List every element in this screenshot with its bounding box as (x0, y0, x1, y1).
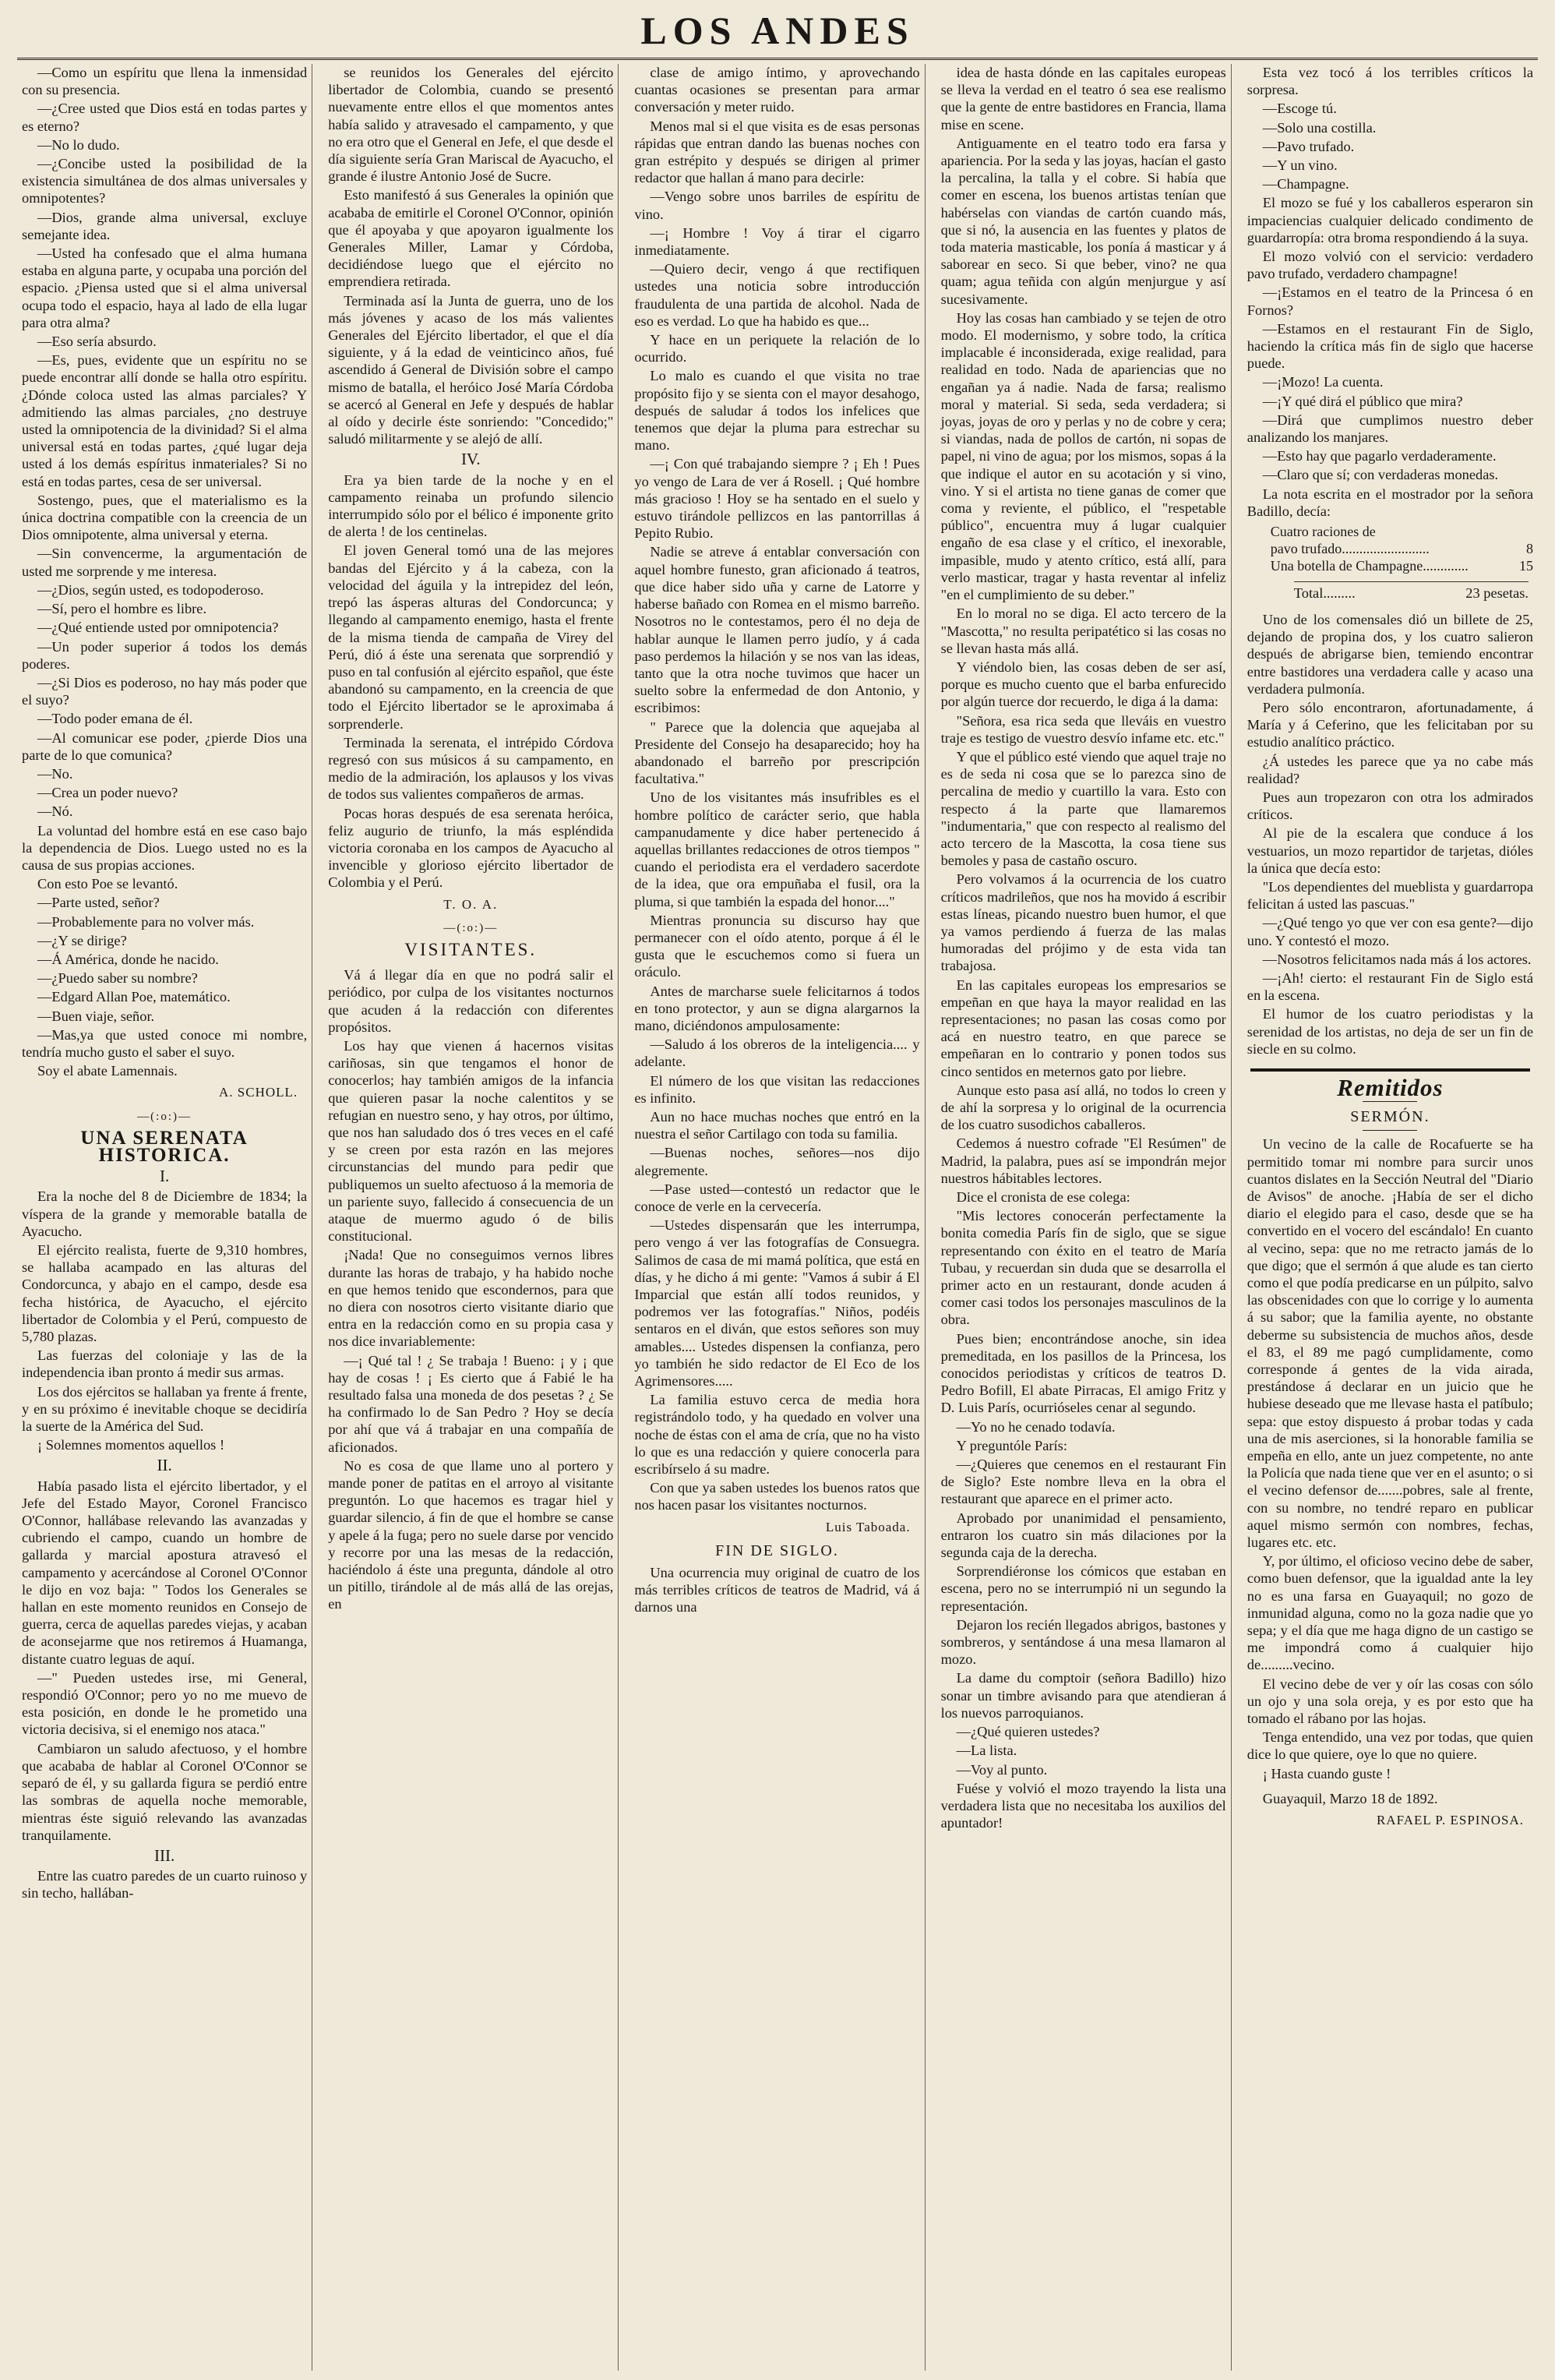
paragraph: Soy el abate Lamennais. (37, 1063, 178, 1079)
bill-title: Cuatro raciones de (1270, 524, 1376, 540)
paragraph: Menos mal si el que visita es de esas personas rápidas que entran dando las buenas noches con gran estrépito y después se dirigen al primer redactor que hallan á mano para decirle: (634, 118, 920, 186)
paragraph: El mozo se fué y los caballeros esperaron sin impaciencias cualquier delicado condimento de guardarropía: otra broma respondiendo á la suya. (1246, 195, 1533, 245)
paragraph: —¿Qué tengo yo que ver con esa gente?—dijo uno. Y contestó el mozo. (1246, 915, 1533, 948)
paragraph: Había pasado lista el ejército libertador, y el Jefe del Estado Mayor, Coronel Francisco O'Connor, hallábase relevando las avanzadas y cubriendo el campo, cuando un hombre de gallarda y marcial apostura atravesó el campamento y acercándose al Coronel O'Connor le dijo en voz baja: " Todos los Generales se hallan en este momento reunidos en Consejo de guerra, cerca de aquellas paredes viejas, y acaban de aconsejarme que nos retiremos á Huamanga, distante cuatro leguas de aquí. (22, 1478, 308, 1667)
paragraph: —Dios, grande alma universal, excluye semejante idea. (22, 209, 308, 242)
bill-total (1294, 581, 1529, 602)
col5-text (1247, 64, 1533, 520)
paragraph: ¡ Hasta cuando guste ! (1262, 1765, 1391, 1781)
paragraph: —¿Cree usted que Dios está en todas partes y es eterno? (22, 101, 308, 134)
paragraph: Uno de los comensales dió un billete de 25, dejando de propina dos, y los cuatro salieron después de abrigarse bien, temiendo encontrar entre bastidores una verdadera calle y acaso una verdadera pulmonía. (1246, 611, 1533, 697)
bill-item (1271, 557, 1533, 574)
paragraph: Con esto Poe se levantó. (37, 876, 178, 892)
part-numeral: I. (159, 1167, 170, 1186)
paragraph: El mozo volvió con el servicio: verdadero pavo trufado, verdadero champagne! (1246, 249, 1533, 282)
masthead-title: LOS ANDES (640, 9, 915, 52)
paragraph: Pues bien; encontrándose anoche, sin idea premeditada, en los pasillos de la Princesa, los conocidos periodistas y críticos de teatros D. Pedro Bofill, El abate Pirracas, El amigo Fritz y D. Luis París, ocurrióseles cenar al segundo. (940, 1330, 1226, 1416)
paragraph: —Saludo á los obreros de la inteligencia.... y adelante. (634, 1036, 920, 1070)
paragraph: El humor de los cuatro periodistas y la serenidad de los artistas, no deja de ser un fin de siecle en su colmo. (1246, 1006, 1533, 1057)
paragraph: Nadie se atreve á entablar conversación con aquel hombre funesto, gran aficionado á teatros, que dice haber sido uña y carne de Latorre y haberse bañado con Romea en el mismo barreño. Nosotros no le contestamos, pero él no deja de hablar aunque le llamen perro judío, y á cada paso perdemos la hilación y se nos van las ideas, tanto que la otra noche tuvimos que hacer un suelto sobre la enfermedad de don Antonio, y escribimos: (634, 544, 920, 716)
paragraph: —Eso sería absurdo. (37, 334, 157, 350)
column-3 (629, 64, 925, 2371)
paragraph: —¡ Hombre ! Voy á tirar el cigarro inmediatamente. (634, 224, 920, 259)
paragraph: —¡Y qué dirá el público que mira? (1262, 393, 1463, 409)
paragraph: —Todo poder emana de él. (37, 711, 193, 727)
paragraph: —Crea un poder nuevo? (37, 785, 178, 801)
paragraph: —Vengo sobre unos barriles de espíritu de vino. (634, 189, 920, 222)
paragraph: —Pavo trufado. (1262, 138, 1355, 154)
paragraph: —¡ Con qué trabajando siempre ? ¡ Eh ! Pues yo vengo de Lara de ver á Rosell. ¡ Qué hombre más gracioso ! Hoy se ha sentado en el suelo y estuvo tirándole pellizcos en las pantorrillas á Pepito Rubio. (634, 456, 920, 542)
paragraph: La familia estuvo cerca de media hora registrándolo todo, y ha quedado en volver una noche de éstas con el ama de cría, que no ha visto lo que es una redacción y quiere conocerla para escribírselo á su madre. (634, 1392, 920, 1478)
bill-item-price: 8 (1526, 541, 1533, 557)
paragraph: Los hay que vienen á hacernos visitas cariñosas, sin que tengamos el honor de conocerlos; hay también amigos de la infancia que quieren pasar la noche calentitos y se refugian en nuestro seno, y hay otros, por último, que nos han saludado dos ó tres veces en el café y se creen por esta razón en las mejores circunstancias del mundo para pedir que publiquemos un suelto afectuoso á la memoria de un pariente suyo, fallecido á consecuencia de un ataque de muermo agudo ó de bilis constitucional. (328, 1037, 614, 1245)
paragraph: El número de los que visitan las redacciones es infinito. (634, 1072, 920, 1106)
col2-text-3 (328, 966, 613, 1613)
paragraph: —Champagne. (1262, 176, 1349, 192)
restaurant-bill (1271, 523, 1533, 575)
paragraph: Y, por último, el oficioso vecino debe de saber, como buen defensor, que la igualdad ante la ley no es una farsa en Guayaquil; no gozo de inmunidad alguna, como no la goza nadie que yo sepa; y el día que me haga digno de un castigo se me impondrá como á cualquier hijo de.........vecino. (1246, 1553, 1533, 1673)
paragraph: —Claro que sí; con verdaderas monedas. (1262, 467, 1499, 483)
article-columns (17, 64, 1538, 2371)
paragraph: —¡Ah! cierto: el restaurant Fin de Siglo está en la escena. (1246, 969, 1533, 1004)
paragraph: idea de hasta dónde en las capitales europeas se lleva la verdad en el teatro ó sea ese realismo que la gente de entre bastidores en Francia, llama mise en scene. (940, 65, 1226, 132)
paragraph: Cambiaron un saludo afectuoso, y el hombre que acababa de hablar al Coronel O'Connor se separó de él, y su gallarda figura se perdió entre las sombras de aquella noche memorable, mientras éste siguió relevando las avanzadas tranquilamente. (22, 1740, 308, 1843)
paragraph: Terminada así la Junta de guerra, uno de los más jóvenes y acaso de los más valientes Generales del Ejército libertador, el que el día siguiente, y á la edad de veinticinco años, fué ascendido á General de División sobre el campo mismo de batalla, el heróico José María Córdoba se acercó al General en Jefe y después de hablar al oído y decirle éste sonriendo: "Concedido;" saludó militarmente y se alejó de allí. (328, 292, 614, 447)
paragraph: "Los dependientes del mueblista y guardarropa felicitan á usted las pascuas." (1246, 878, 1533, 913)
paragraph: —Quiero decir, vengo á que rectifiquen ustedes una noticia sobre introducción fraudulenta de una partida de alcohol. Nada de eso es verdad. Lo que ha habido es que... (634, 261, 920, 329)
bill-item (1271, 540, 1533, 557)
paragraph: —Nó. (37, 803, 73, 820)
paragraph: ¡ Solemnes momentos aquellos ! (37, 1437, 225, 1453)
paragraph: se reunidos los Generales del ejército libertador de Colombia, cuando se presentó nuevamente entre ellos el que momentos antes había salido y atravesado el campamento, y que no era otro que el General en Jefe, el que desde el día siguiente sería Gran Mariscal de Ayacucho, el grande é ilustre Antonio José de Sucre. (328, 65, 614, 185)
col5-text-2 (1247, 611, 1533, 1058)
paragraph: —¿Concibe usted la posibilidad de la existencia simultánea de dos almas universales y omnipotentes? (22, 156, 308, 207)
paragraph: Sostengo, pues, que el materialismo es la única doctrina compatible con la creencia de un Dios omnipotente, alma universal y eterna. (22, 492, 308, 543)
dateline: Guayaquil, Marzo 18 de 1892. (1262, 1790, 1438, 1806)
bill-total-label: Total......... (1293, 584, 1356, 601)
col2-text-2 (328, 471, 613, 892)
paragraph: Aun no hace muchas noches que entró en la nuestra el señor Cartilago con toda su familia. (634, 1108, 920, 1142)
paragraph: La dame du comptoir (señora Badillo) hizo sonar un timbre avisando para que atendieran á los nuevos parroquianos. (940, 1670, 1226, 1721)
paragraph: —Buen viaje, señor. (37, 1008, 155, 1024)
paragraph: —Edgard Allan Poe, matemático. (37, 989, 231, 1005)
paragraph: Sorprendiéronse los cómicos que estaban en escena, pero no se interrumpió ni un segundo la representación. (940, 1563, 1226, 1614)
paragraph: Y que el público esté viendo que aquel traje no es de seda ni cosa que se lo parezca sino de percalina de medio y cuartillo la vara. Esto con respecto á la parte que llamaremos "indumentaria," que con respecto al realismo del acto tercero de la Mascotta, la cosa tiene sus bemoles y pasa de castaño oscuro. (940, 748, 1226, 869)
separator: —(:o:)— (137, 1110, 192, 1123)
paragraph: " Parece que la dolencia que aquejaba al Presidente del Consejo ha desaparecido; hoy ha abandonado el barreño por prescripción facultativa." (634, 719, 920, 787)
paragraph: En las capitales europeas los empresarios se empeñan en que haya la mayor realidad en las representaciones; no pasan las cosas como por acá en nuestro teatro, en que parece se empeñaran en lo contrario y ponen todos sus cinco sentidos en meternos gato por liebre. (940, 976, 1226, 1079)
part-numeral: IV. (460, 450, 481, 469)
paragraph: —Un poder superior á todos los demás poderes. (22, 638, 308, 672)
paragraph: —Esto hay que pagarlo verdaderamente. (1262, 448, 1497, 464)
paragraph: Y preguntóle París: (956, 1437, 1067, 1453)
paragraph: Mientras pronuncia su discurso hay que permanecer con el oído atento, porque á él le gusta que le escuchemos como si fuera un oráculo. (634, 912, 920, 980)
paragraph: Dice el cronista de ese colega: (956, 1189, 1130, 1205)
masthead-rule (17, 58, 1538, 60)
paragraph: Y hace en un periquete la relación de lo ocurrido. (634, 332, 920, 365)
paragraph: —No lo dudo. (37, 136, 120, 153)
paragraph: Esto manifestó á sus Generales la opinión que acababa de emitirle el Coronel O'Connor, opinión que él apoyaba y que apoyaron igualmente los Generales Miller, Lamar y Córdoba, decidiéndose luego que el ejército no emprendiera retirada. (328, 187, 614, 290)
paragraph: Aprobado por unanimidad el pensamiento, entraron los cuatro sin más dilaciones por la segunda caja de la derecha. (940, 1510, 1226, 1561)
paragraph: —¿Puedo saber su nombre? (37, 970, 198, 987)
column-1 (17, 64, 312, 2371)
paragraph: Hoy las cosas han cambiado y se tejen de otro modo. El modernismo, y sobre todo, la crítica implacable é inconsiderada, exige realidad, para realidad en todo. Nada de apariencias que no engañan ya á nadie. Nada de farsa; realismo moral y material. Si seda, seda verdadera; si joyas, joyas de oro y perlas y no de cobre y cera; si viandas, nada de pollos de cartón, ni sopas de papel, ni vino de agua; por los mismos, sopas á la que indique el autor en su acotación y si vino, vino. Y si el artista no tiene ganas de comer que coma y reviente, el público, el "respetable público", encuentra muy á lugar cualquier engaño de esa clase y el crítico, el inexorable, impasible, mudo y atento crítico, está allí, para verlo masticar, tragar y hasta reventar al infeliz "en el cumplimiento de su deber." (940, 309, 1226, 603)
section-rule (1250, 1068, 1530, 1072)
paragraph: —¿Qué quieren ustedes? (956, 1724, 1100, 1740)
paragraph: El vecino debe de ver y oír las cosas con sólo un ojo y una sola oreja, y es por esto que ha tomado el rábano por las hojas. (1246, 1676, 1533, 1727)
bill-item-label: Una botella de Champagne............. (1270, 558, 1469, 574)
paragraph: —¡Mozo! La cuenta. (1262, 374, 1384, 390)
paragraph: ¿Á ustedes les parece que ya no cabe más realidad? (1246, 753, 1533, 786)
paragraph: —Dirá que cumplimos nuestro deber analizando los manjares. (1246, 411, 1533, 446)
short-rule (1363, 1130, 1417, 1131)
col1-tail: Entre las cuatro paredes de un cuarto ruinoso y sin techo, hallában- (22, 1868, 308, 1902)
headline-visitantes: VISITANTES. (404, 939, 538, 959)
paragraph: Lo malo es cuando el que visita no trae propósito fijo y se sienta con el mayor desahogo, después de saludar á todos los infelices que tenemos que dejar la pluma para estrechar su mano. (634, 368, 920, 454)
paragraph: —Buenas noches, señores—nos dijo alegremente. (634, 1145, 920, 1178)
paragraph: —¡Estamos en el teatro de la Princesa ó en Fornos? (1246, 284, 1533, 318)
headline-serenata: UNA SERENATA HISTORICA. (80, 1127, 249, 1166)
paragraph: El joven General tomó una de las mejores bandas del Ejército y á la cabeza, con la velocidad del águila y la intrepidez del león, trepó las ásperas alturas del Condorcunca; y llegando al campamento enemigo, hasta el frente de la misma tienda de campaña de Virey del Perú, dió á éste una serenata que sorprendió y puso en tal confusión al ejército español, que éste abandonó su campamento, en la creencia de que todo el Ejército libertador se le aproximaba á sorprenderle. (328, 542, 614, 732)
paragraph: —¿Quieres que cenemos en el restaurant Fin de Siglo? Este nombre lleva en la obra el restaurant que aparece en el primer acto. (940, 1457, 1226, 1507)
signature-espinosa: RAFAEL P. ESPINOSA. (1376, 1813, 1524, 1828)
paragraph: Antiguamente en el teatro todo era farsa y apariencia. Por la seda y las joyas, hacían el gasto la percalina, la talla y el cobre. Si había que comer en escena, los buenos artistas tenían que habérselas con viandas de cartón cuando más, que si nó, la ausencia en las fuentes y platos de toda materia masticable, los ponía á masticar y á saborear en seco. Si que beber, vino? ne qua quam; agua teñida con algún menjurgue y así sucesivamente. (940, 135, 1226, 307)
paragraph: No es cosa de que llame uno al portero y mande poner de patitas en el arroyo al visitante preguntón. Lo que hacemos es tragar hiel y guardar silencio, á fin de que el hombre se canse y apele á la fuga; pero no suele darse por vencido y recorre por una las mesas de la redacción, haciéndolo á éste una pregunta, dándole al otro un pitillo, tirándole al de más allá de las orejas, en (328, 1457, 614, 1612)
paragraph: —Probablemente para no volver más. (37, 913, 255, 930)
paragraph: —¿Qué entiende usted por omnipotencia? (37, 620, 279, 636)
paragraph: Y viéndolo bien, las cosas deben de ser así, porque es mucho cuento que el barba enfurecido por algún tuerce dor recuerdo, le diga á la dama: (940, 659, 1226, 710)
paragraph: Era la noche del 8 de Diciembre de 1834; la víspera de la grande y memorable batalla de Ayacucho. (22, 1188, 308, 1239)
paragraph: —Parte usted, señor? (37, 895, 160, 911)
paragraph: Pero sólo encontraron, afortunadamente, á María y á Ceferino, que les felicitaban por su estudio analítico práctico. (1246, 699, 1533, 750)
paragraph: Terminada la serenata, el intrépido Córdova regresó con sus músicos á su campamento, en medio de la admiración, los aplausos y los vivas de todos sus valientes compañeros de armas. (328, 734, 614, 803)
signature-scholl: A. SCHOLL. (219, 1085, 298, 1100)
paragraph: —Al comunicar ese poder, ¿pierde Dios una parte de lo que comunica? (22, 729, 308, 763)
paragraph: Dejaron los recién llegados abrigos, bastones y sombreros, y sentándose á una mesa llamaron al mozo. (940, 1616, 1226, 1668)
paragraph: Pero volvamos á la ocurrencia de los cuatro críticos madrileños, que nos ha movido á escribir estas líneas, picando nuestro buen humor, el que ya vamos perdiendo á fuerza de las malas humoradas del prójimo y de esta vida tan trabajosa. (940, 871, 1226, 974)
section-remitidos: Remitidos (1337, 1073, 1444, 1101)
paragraph: —Á América, donde he nacido. (37, 951, 219, 967)
paragraph: —Mas,ya que usted conoce mi nombre, tendría mucho gusto el saber el suyo. (22, 1026, 308, 1060)
paragraph: —Estamos en el restaurant Fin de Siglo, haciendo la crítica más fin de siglo que hacerse puede. (1246, 320, 1533, 372)
paragraph: Un vecino de la calle de Rocafuerte se ha permitido tomar mi nombre para surcir unos cuantos dislates en la Sección Neutral del "Diario de Avisos" de anoche. ¡Había de ser el dicho diario el elegido para el caso, desde que se ha convertido en el vocero del escándalo! En cuanto al vecino, sepa: que no me retracto jamás de lo que digo; que el sermón á que alude es tan cierto como el que podía predicarse en un púlpito, salvo las obscenidades con que lo corrige y lo aumenta á su sabor; que la familia ayente, no obstante deberme su subsistencia de muchos años, desde el 83, el 89 me pagó cumplidamente, como corresponde á gentes de la vida airada, prestándose á declarar en un juicio que he hubiese deseado que me llevase hasta el patíbulo; sepa: que estoy dispuesto á probar todas y cada una de mis aserciones, si la honorable familia se empeña en ello, ante un juez competente, no ante la Policía que nada tiene que ver en el asunto; o si el vecino defensor de.......pobres, sale al frente, con su nombre, no tendré reparo en publicar aquel mismo sermón con nombres, fechas, lugares etc. etc. (1246, 1136, 1533, 1551)
paragraph: —Solo una costilla. (1262, 119, 1377, 136)
paragraph: Fuése y volvió el mozo trayendo la lista una verdadera lista que no necesitaba los auxilios del apuntador! (940, 1780, 1226, 1831)
paragraph: —Como un espíritu que llena la inmensidad con su presencia. (22, 65, 308, 98)
paragraph: —Usted ha confesado que el alma humana estaba en alguna parte, y ocupaba una porción del espacio. ¿Piensa usted que si el alma universal ocupa todo el espacio, haya al lado de ella lugar para otra alma? (22, 245, 308, 330)
bill-item-price: 15 (1519, 558, 1533, 574)
headline-fin-de-siglo: FIN DE SIGLO. (715, 1541, 839, 1559)
paragraph: Cedemos á nuestro cofrade "El Resúmen" de Madrid, la palabra, pues así se impondrán mejor nuestros hábitables lectores. (940, 1135, 1226, 1186)
paragraph: Con que ya saben ustedes los buenos ratos que nos hacen pasar los visitantes nocturnos. (634, 1480, 920, 1513)
paragraph: —¿Si Dios es poderoso, no hay más poder que el suyo? (22, 674, 308, 708)
paragraph: —Nosotros felicitamos nada más á los actores. (1262, 951, 1532, 967)
short-rule (1363, 1101, 1417, 1102)
paragraph: Antes de marcharse suele felicitarnos á todos en tono protector, y aun se digna alargarnos la mano, diciéndonos ampulosamente: (634, 983, 920, 1033)
paragraph: Aunque esto pasa así allá, no todos lo creen y de ahí la sorpresa y lo original de la ocurrencia de los cuatro susodichos caballeros. (940, 1082, 1226, 1133)
paragraph: —Sin convencerme, la argumentación de usted me sorprende y me interesa. (22, 546, 308, 579)
column-5 (1243, 64, 1538, 2371)
paragraph: —Escoge tú. (1262, 101, 1337, 117)
col1-text-3 (22, 1478, 307, 1844)
paragraph: —¿Dios, según usted, es todopoderoso. (37, 581, 264, 598)
paragraph: —¡ Qué tal ! ¿ Se trabaja ! Bueno: ¡ y ¡ que hay de cosas ! ¡ Es cierto que á Fabié le ha resultado falsa una moneda de dos pesetas ? ¿ Se ha confirmado lo de San Pedro ? Hoy se decía por ahí que vá á trabajar en una compañía de aficionados. (328, 1352, 614, 1455)
paragraph: Pocas horas después de esa serenata heróica, feliz augurio de triunfo, la más espléndida victoria coronaba en los campos de Ayacucho al invencible y glorioso ejército libertador de Colombia y el Perú. (328, 805, 614, 891)
paragraph: —La lista. (956, 1743, 1017, 1759)
paragraph: Vá á llegar día en que no podrá salir el periódico, por culpa de los visitantes nocturnos que acuden á la redacción con diferentes propósitos. (328, 967, 614, 1035)
column-2 (323, 64, 619, 2371)
paragraph: "Señora, esa rica seda que lleváis en vuestro traje es testigo de vuestro desvío infame etc. etc." (940, 712, 1226, 746)
paragraph: Al pie de la escalera que conduce á los vestuarios, un mozo repartidor de tarjetas, dióles la única que decía esto: (1246, 825, 1533, 876)
paragraph: La nota escrita en el mostrador por la señora Badillo, decía: (1246, 486, 1533, 519)
paragraph: Las fuerzas del coloniaje y las de la independencia iban pronto á medir sus armas. (22, 1347, 308, 1381)
paragraph: clase de amigo íntimo, y aprovechando cuantas ocasiones se presentan para armar conversación y meter ruido. (634, 65, 920, 115)
paragraph: El ejército realista, fuerte de 9,310 hombres, se hallaba acampado en las alturas del Condorcunca, y abajo en el campo, desde esa fecha histórica, de Ayacucho, el ejército libertador de Colombia y el Perú, compuesto de 5,780 plazas. (22, 1242, 308, 1345)
paragraph: —¿Y se dirige? (37, 932, 127, 948)
paragraph: Pues aun tropezaron con otra los admirados críticos. (1246, 789, 1533, 823)
col1-text (22, 64, 307, 1079)
paragraph: Tenga entendido, una vez por todas, que quien dice lo que quiere, oye lo que no quiere. (1246, 1729, 1533, 1763)
paragraph: —Ustedes dispensarán que les interrumpa, pero vengo á ver las fotografías de Consuegra. Salimos de casa de mi mamá política, que está en días, y he dicho á mi gente: "Vamos á subir á El Imparcial que están allí todos reunidos, y podremos ver las fotografías." Niños, podéis sentaros en el diván, que estos señores son muy amables.... Ustedes dispensen la confianza, pero yo también he sido redactor de El Eco de los Agrimensores..... (634, 1217, 920, 1390)
separator: —(:o:)— (443, 921, 499, 934)
column-4 (936, 64, 1232, 2371)
signature-taboada: Luis Taboada. (825, 1519, 911, 1534)
col4-text (941, 64, 1226, 1831)
paragraph: ¡Nada! Que no conseguimos vernos libres durante las horas de trabajo, y ha habido noche en que hemos tenido que escondernos, para que no diera con nosotros cierto visitante diario que entra en la redacción como en su propia casa y nos dice invariablemente: (328, 1247, 614, 1350)
signature-toa: T. O. A. (443, 896, 499, 912)
paragraph: Los dos ejércitos se hallaban ya frente á frente, y en su próximo é inevitable choque se decidiría la suerte de la América del Sud. (22, 1383, 308, 1435)
paragraph: Era ya bien tarde de la noche y en el campamento reinaba un profundo silencio interrumpido sólo por el bélico é imponente grito de alerta ! de los centinelas. (328, 471, 614, 540)
paragraph: Uno de los visitantes más insufribles es el hombre político de carácter serio, que habla campanudamente y dice haber pertenecido á aquellas brillantes redacciones de otros tiempos " cuando el periodista era el verdadero sacerdote de la idea, que ora empuñaba el fusil, ora la pluma, si que también la espada del honor...." (634, 789, 920, 909)
part-numeral: II. (157, 1456, 172, 1475)
paragraph: La voluntad del hombre está en ese caso bajo la dependencia de Dios. Luego usted no es la causa de sus propias acciones. (22, 822, 308, 873)
headline-sermon: SERMÓN. (1350, 1108, 1430, 1126)
paragraph: —Yo no he cenado todavía. (956, 1418, 1116, 1435)
col3-text (634, 64, 919, 1514)
paragraph: "Mis lectores conocerán perfectamente la bonita comedia París fin de siglo, que se sigue representando con éxito en el teatro de María Tubau, y recuerdan sin duda que se desarrolla el primer acto en un restaurant, donde acuden á comer casi todos los personajes masculinos de la obra. (940, 1208, 1226, 1328)
col1-text-2 (22, 1188, 307, 1453)
paragraph: —Sí, pero el hombre es libre. (37, 601, 207, 617)
paragraph: —No. (37, 765, 73, 782)
paragraph: En lo moral no se diga. El acto tercero de la "Mascotta," no resulta peripatético si las cosas no se llevan hasta más allá. (940, 606, 1226, 656)
paragraph: —Y un vino. (1262, 157, 1338, 174)
paragraph: —Pase usted—contestó un redactor que le conoce de verle en la cervecería. (634, 1181, 920, 1214)
paragraph: —Es, pues, evidente que un espíritu no se puede encontrar allí donde se halla otro espíritu. ¿Dónde coloca usted las almas parciales? Y admitiendo las almas parciales, ¿no destruye usted la omnipotencia de la divinidad? Si el alma universal está en todas partes, ¿qué lugar deja usted á los demás espíritus inmateriales? Si no está en todas partes, cesa de ser universal. (22, 352, 308, 489)
col3-tail: Una ocurrencia muy original de cuatro de los más terribles críticos de teatros de Madrid, vá á darnos una (634, 1565, 920, 1616)
paragraph: —Voy al punto. (956, 1761, 1048, 1778)
paragraph: —" Pueden ustedes irse, mi General, respondió O'Connor; pero yo no me muevo de esta posición, en donde le he prometido una victoria decisiva, si el enemigo nos ataca." (22, 1669, 308, 1738)
bill-item-label: pavo trufado......................... (1270, 541, 1430, 557)
col2-text (328, 64, 613, 447)
bill-total-value: 23 pesetas. (1465, 584, 1529, 601)
col5-text-3 (1247, 1135, 1533, 1782)
part-numeral: III. (153, 1845, 175, 1865)
paragraph: Esta vez tocó á los terribles críticos la sorpresa. (1246, 65, 1533, 98)
